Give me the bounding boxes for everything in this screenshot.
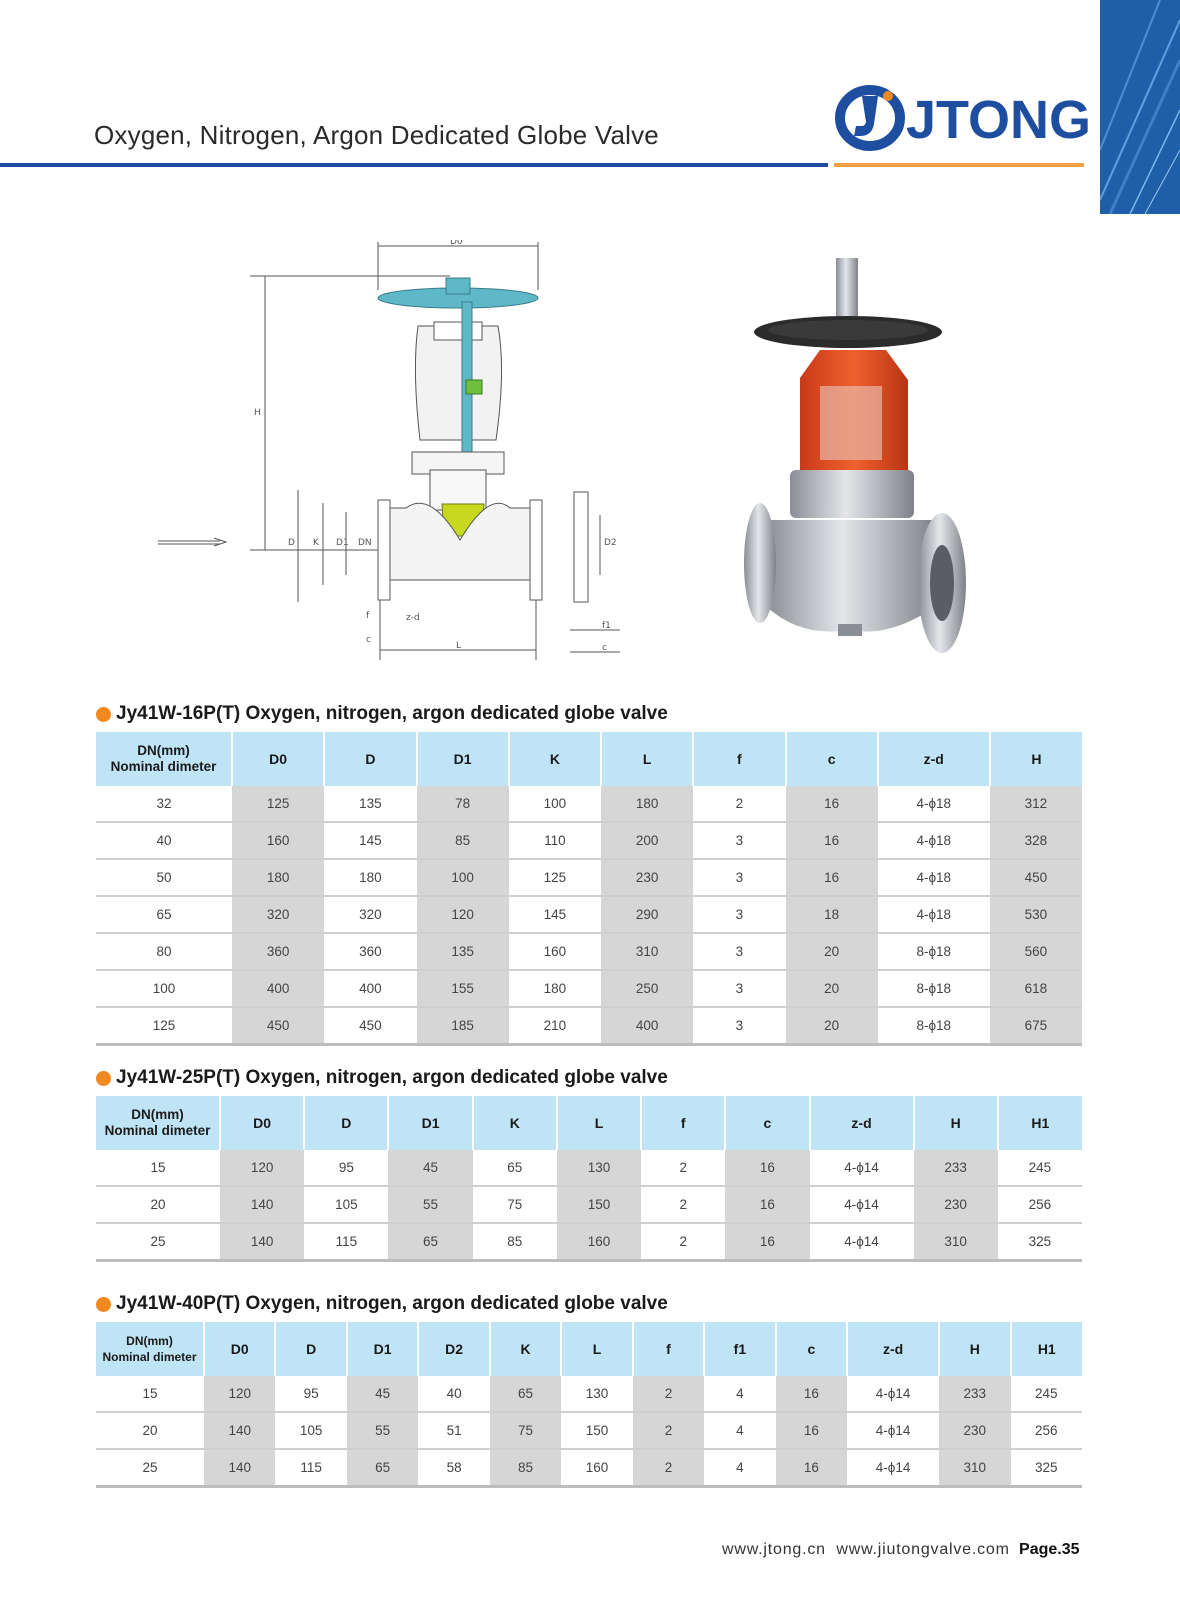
header-cell: L [557,1096,641,1150]
table-cell: 2 [633,1376,704,1412]
table-cell: 4-ϕ14 [810,1150,914,1186]
header-cell: f [641,1096,725,1150]
header-cell: D [275,1322,346,1376]
table-cell: 233 [914,1150,998,1186]
table-cell: 20 [786,1007,878,1045]
header-cell: z-d [810,1096,914,1150]
table-cell: 150 [561,1412,632,1449]
table-row [96,1150,1082,1186]
table-cell: 65 [490,1376,561,1412]
header-cell: f [633,1322,704,1376]
table-cell: 200 [601,822,693,859]
table-cell: 256 [998,1186,1082,1223]
table-cell: 3 [693,896,785,933]
section-title-text: Jy41W-40P(T) Oxygen, nitrogen, argon dedicated globe valve [116,1293,668,1314]
table-cell: 25 [96,1223,220,1261]
table-cell: 3 [693,822,785,859]
section-title-25p [96,1064,1082,1092]
table-cell: 20 [96,1186,220,1223]
table-cell: 16 [786,859,878,896]
header-cell: K [509,732,601,786]
table-cell: 310 [914,1223,998,1261]
table-cell: 95 [304,1150,388,1186]
table-cell: 4-ϕ14 [810,1223,914,1261]
table-row [96,1007,1082,1045]
table-cell: 160 [509,933,601,970]
table-cell: 32 [96,786,232,822]
table-cell: 2 [641,1223,725,1261]
table-row [96,786,1082,822]
section-40p [96,1290,1082,1488]
table-row [96,859,1082,896]
table-cell: 45 [347,1376,418,1412]
table-cell: 210 [509,1007,601,1045]
header-cell: H1 [998,1096,1082,1150]
table-cell: 16 [776,1449,847,1487]
header-dn: DN(mm) Nominal dimeter [96,1322,204,1376]
table-cell: 160 [557,1223,641,1261]
table-cell: 95 [275,1376,346,1412]
technical-drawing [150,240,650,680]
valve-drawing-icon [150,240,650,680]
table-cell: 230 [939,1412,1010,1449]
table-header-row [96,1322,1082,1376]
table-cell: 16 [776,1412,847,1449]
table-cell: 55 [347,1412,418,1449]
table-cell: 16 [786,786,878,822]
table-cell: 450 [324,1007,416,1045]
table-cell: 245 [998,1150,1082,1186]
label-c-left: c [366,635,371,645]
table-cell: 4-ϕ14 [847,1412,939,1449]
table-row [96,1412,1082,1449]
corner-decoration [1100,0,1180,214]
table-cell: 160 [561,1449,632,1487]
table-cell: 40 [418,1376,489,1412]
table-cell: 2 [641,1150,725,1186]
section-title-16p [96,700,1082,728]
table-cell: 2 [633,1449,704,1487]
table-header-row [96,1096,1082,1150]
footer [722,1541,1080,1559]
table-cell: 115 [304,1223,388,1261]
table-cell: 2 [641,1186,725,1223]
table-cell: 130 [561,1376,632,1412]
table-cell: 140 [204,1412,275,1449]
label-d1: D1 [336,538,349,548]
table-cell: 312 [990,786,1082,822]
table-cell: 3 [693,1007,785,1045]
header-cell: K [473,1096,557,1150]
table-cell: 120 [204,1376,275,1412]
footer-urls[interactable]: www.jtong.cn www.jiutongvalve.com [722,1541,1010,1558]
label-d2: D2 [604,538,617,548]
table-cell: 120 [417,896,509,933]
header-cell: c [725,1096,809,1150]
table-cell: 140 [220,1223,304,1261]
table-cell: 230 [601,859,693,896]
label-l: L [456,641,462,651]
table-cell: 65 [347,1449,418,1487]
header-cell: D0 [220,1096,304,1150]
spec-table-16p [96,732,1082,1046]
table-cell: 15 [96,1376,204,1412]
table-cell: 16 [725,1223,809,1261]
table-cell: 320 [232,896,324,933]
header-cell: f1 [704,1322,775,1376]
header-rule-orange [834,163,1084,167]
table-row [96,1223,1082,1261]
header-cell: D [324,732,416,786]
table-cell: 85 [490,1449,561,1487]
table-cell: 16 [776,1376,847,1412]
table-cell: 180 [601,786,693,822]
table-cell: 8-ϕ18 [878,970,990,1007]
table-cell: 135 [417,933,509,970]
table-cell: 4-ϕ18 [878,822,990,859]
header-cell: H [939,1322,1010,1376]
table-cell: 75 [473,1186,557,1223]
table-cell: 18 [786,896,878,933]
table-cell: 125 [96,1007,232,1045]
page-number: Page.35 [1019,1541,1080,1558]
table-cell: 16 [725,1150,809,1186]
section-title-text: Jy41W-25P(T) Oxygen, nitrogen, argon dedicated globe valve [116,1067,668,1088]
bullet-icon [96,1297,111,1312]
table-cell: 450 [232,1007,324,1045]
table-cell: 233 [939,1376,1010,1412]
section-title-40p [96,1290,1082,1318]
table-cell: 16 [786,822,878,859]
table-row [96,970,1082,1007]
spec-table-25p [96,1096,1082,1262]
header-cell: D2 [418,1322,489,1376]
table-cell: 100 [96,970,232,1007]
table-cell: 180 [232,859,324,896]
table-cell: 3 [693,933,785,970]
table-cell: 3 [693,859,785,896]
table-cell: 160 [232,822,324,859]
table-cell: 140 [220,1186,304,1223]
table-cell: 250 [601,970,693,1007]
table-cell: 675 [990,1007,1082,1045]
table-cell: 310 [601,933,693,970]
table-cell: 328 [990,822,1082,859]
header-cell: z-d [878,732,990,786]
label-d0: D0 [450,240,463,247]
table-cell: 115 [275,1449,346,1487]
header-cell: L [601,732,693,786]
bullet-icon [96,707,111,722]
table-cell: 20 [786,933,878,970]
table-cell: 2 [633,1412,704,1449]
table-cell: 150 [557,1186,641,1223]
table-cell: 4-ϕ14 [847,1449,939,1487]
header-cell: c [776,1322,847,1376]
header-cell: D1 [417,732,509,786]
label-f: f [366,611,370,621]
table-cell: 360 [232,933,324,970]
table-cell: 130 [557,1150,641,1186]
header-cell: z-d [847,1322,939,1376]
table-cell: 4 [704,1376,775,1412]
header-dn: DN(mm) Nominal dimeter [96,732,232,786]
header-cell: H [914,1096,998,1150]
table-cell: 560 [990,933,1082,970]
table-cell: 45 [388,1150,472,1186]
table-cell: 4 [704,1412,775,1449]
table-cell: 85 [473,1223,557,1261]
table-row [96,1449,1082,1487]
table-cell: 145 [324,822,416,859]
table-cell: 180 [324,859,416,896]
table-cell: 618 [990,970,1082,1007]
section-25p [96,1064,1082,1262]
table-row [96,933,1082,970]
table-cell: 65 [96,896,232,933]
table-cell: 135 [324,786,416,822]
label-f1: f1 [602,621,611,631]
table-cell: 110 [509,822,601,859]
table-row [96,822,1082,859]
table-cell: 100 [509,786,601,822]
logo-text: JTONG [906,90,1092,150]
label-z-d: z-d [406,613,420,623]
table-cell: 50 [96,859,232,896]
table-cell: 85 [417,822,509,859]
table-cell: 230 [914,1186,998,1223]
table-cell: 58 [418,1449,489,1487]
table-row [96,1376,1082,1412]
table-cell: 450 [990,859,1082,896]
table-cell: 2 [693,786,785,822]
table-cell: 245 [1011,1376,1082,1412]
table-cell: 360 [324,933,416,970]
table-cell: 256 [1011,1412,1082,1449]
brand-logo [832,76,1094,156]
header-cell: H [990,732,1082,786]
table-cell: 78 [417,786,509,822]
table-cell: 4-ϕ18 [878,896,990,933]
table-cell: 155 [417,970,509,1007]
table-cell: 65 [388,1223,472,1261]
header-cell: D0 [232,732,324,786]
label-k: K [313,538,319,548]
table-cell: 125 [232,786,324,822]
section-16p [96,700,1082,1046]
bullet-icon [96,1071,111,1086]
header-cell: D1 [347,1322,418,1376]
table-cell: 120 [220,1150,304,1186]
label-c-right: c [602,643,607,653]
table-cell: 20 [786,970,878,1007]
table-cell: 75 [490,1412,561,1449]
table-cell: 8-ϕ18 [878,1007,990,1045]
table-cell: 25 [96,1449,204,1487]
header-cell: f [693,732,785,786]
logo-mark-icon [832,76,1094,156]
table-cell: 105 [275,1412,346,1449]
table-cell: 140 [204,1449,275,1487]
table-cell: 4-ϕ14 [847,1376,939,1412]
table-cell: 310 [939,1449,1010,1487]
table-cell: 4 [704,1449,775,1487]
table-cell: 325 [1011,1449,1082,1487]
table-cell: 400 [324,970,416,1007]
table-cell: 185 [417,1007,509,1045]
table-cell: 8-ϕ18 [878,933,990,970]
page-title: Oxygen, Nitrogen, Argon Dedicated Globe Valve [94,120,659,150]
header-cell: D [304,1096,388,1150]
table-cell: 16 [725,1186,809,1223]
spec-table-40p [96,1322,1082,1488]
label-h: H [254,408,261,418]
table-cell: 320 [324,896,416,933]
table-cell: 65 [473,1150,557,1186]
table-cell: 55 [388,1186,472,1223]
header-cell: c [786,732,878,786]
table-cell: 290 [601,896,693,933]
header-cell: D0 [204,1322,275,1376]
section-title-text: Jy41W-16P(T) Oxygen, nitrogen, argon dedicated globe valve [116,703,668,724]
table-cell: 145 [509,896,601,933]
header-cell: D1 [388,1096,472,1150]
corner-stripes [1100,0,1180,214]
table-row [96,1186,1082,1223]
table-cell: 400 [601,1007,693,1045]
header-rule-blue [0,163,828,167]
table-cell: 325 [998,1223,1082,1261]
table-row [96,896,1082,933]
valve-photo-icon [740,258,990,678]
table-cell: 100 [417,859,509,896]
table-cell: 530 [990,896,1082,933]
product-photo [740,258,990,678]
table-cell: 400 [232,970,324,1007]
table-cell: 15 [96,1150,220,1186]
header-dn: DN(mm) Nominal dimeter [96,1096,220,1150]
table-cell: 40 [96,822,232,859]
header-cell: H1 [1011,1322,1082,1376]
table-cell: 125 [509,859,601,896]
table-header-row [96,732,1082,786]
table-cell: 4-ϕ18 [878,786,990,822]
table-cell: 180 [509,970,601,1007]
header-cell: L [561,1322,632,1376]
table-cell: 4-ϕ14 [810,1186,914,1223]
table-cell: 105 [304,1186,388,1223]
table-cell: 80 [96,933,232,970]
table-cell: 51 [418,1412,489,1449]
label-dn: DN [358,538,372,548]
header-cell: K [490,1322,561,1376]
table-cell: 20 [96,1412,204,1449]
table-cell: 3 [693,970,785,1007]
label-d: D [288,538,295,548]
table-cell: 4-ϕ18 [878,859,990,896]
